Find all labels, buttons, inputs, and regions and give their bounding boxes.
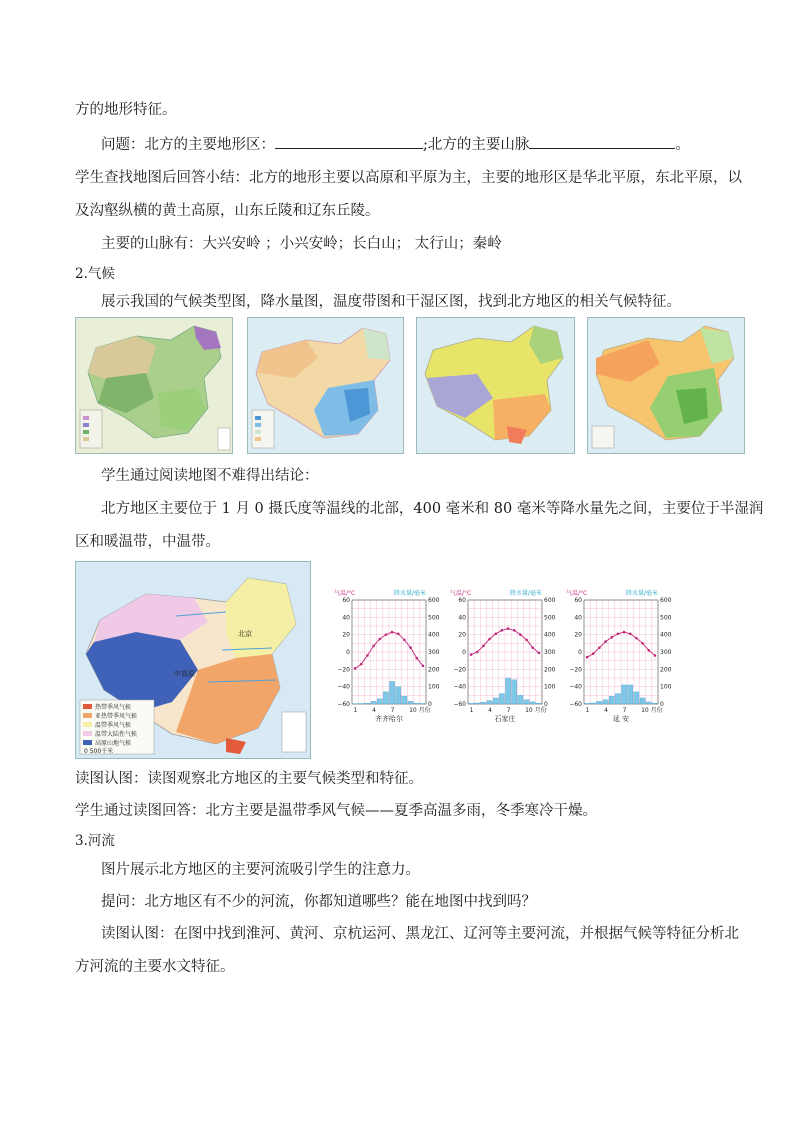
temp-point xyxy=(391,631,394,634)
city-label: 石家庄 xyxy=(494,715,516,723)
precip-bar xyxy=(512,680,517,704)
month-tick: 1 xyxy=(469,707,474,714)
temp-point xyxy=(604,640,607,643)
month-tick: 4 xyxy=(604,707,608,714)
precip-tick: 400 xyxy=(660,631,672,639)
precip-tick: 0 xyxy=(428,701,432,708)
temp-point xyxy=(397,633,400,636)
precip-tick: 600 xyxy=(428,597,440,604)
section-heading-rivers: 3.河流 xyxy=(75,833,115,849)
temp-point xyxy=(525,639,528,642)
temp-point xyxy=(654,654,657,657)
temp-tick: −20 xyxy=(337,666,350,674)
precip-axis-title: 降水量/毫米 xyxy=(626,590,659,597)
line-1: 方的地形特征。 xyxy=(75,102,177,118)
answer-blank-mountain[interactable] xyxy=(529,134,675,149)
temp-point xyxy=(501,629,504,632)
temp-point xyxy=(385,633,388,636)
temp-tick: −40 xyxy=(569,683,582,691)
temp-tick: 20 xyxy=(458,631,466,639)
precip-tick: 300 xyxy=(428,649,440,656)
precip-bar xyxy=(591,703,596,704)
precip-tick: 300 xyxy=(660,649,672,656)
plateau-label: 中高原 xyxy=(174,670,195,678)
temp-point xyxy=(488,638,491,641)
scale-label: 0 500千米 xyxy=(84,748,114,755)
precip-bar xyxy=(603,700,608,704)
temp-axis-title: 气温/°C xyxy=(450,590,472,597)
precip-tick: 600 xyxy=(660,597,672,604)
temp-point xyxy=(354,667,357,670)
precip-axis-title: 降水量/毫米 xyxy=(394,590,427,597)
temp-tick: −40 xyxy=(337,683,350,691)
month-tick: 1 xyxy=(353,707,358,714)
temp-tick: 0 xyxy=(578,649,582,656)
precip-tick: 200 xyxy=(428,666,440,674)
temp-point xyxy=(538,652,541,655)
temp-tick: 40 xyxy=(458,614,466,622)
temp-tick: 0 xyxy=(346,649,350,656)
temp-point xyxy=(641,642,644,645)
precip-bar xyxy=(414,703,419,704)
precip-bar xyxy=(530,702,535,704)
precip-bar xyxy=(481,702,486,704)
temp-point xyxy=(598,646,601,649)
temp-tick: −60 xyxy=(453,701,466,708)
temp-tick: 60 xyxy=(574,597,582,604)
temp-point xyxy=(647,649,650,652)
precip-tick: 100 xyxy=(428,683,440,691)
legend-item-1: 热带季风气候 xyxy=(95,704,132,711)
precip-tick: 200 xyxy=(544,666,556,674)
precip-tick: 600 xyxy=(544,597,556,604)
precipitation-map xyxy=(247,317,404,454)
line-8: 学生通过阅读地图不难得出结论： xyxy=(101,468,319,484)
precip-bar xyxy=(402,696,407,704)
precip-tick: 0 xyxy=(544,701,548,708)
temp-point xyxy=(415,657,418,660)
precip-bar xyxy=(487,701,492,704)
temp-point xyxy=(403,639,406,642)
temp-tick: −60 xyxy=(337,701,350,708)
line-3: 学生查找地图后回答小结：北方的地形主要以高原和平原为主，主要的地形区是华北平原，东北平原，以 xyxy=(75,170,742,186)
climate-type-map xyxy=(75,317,233,454)
line-12: 学生通过读图回答：北方主要是温带季风气候——夏季高温多雨，冬季寒冷干燥。 xyxy=(75,803,597,819)
precip-bar xyxy=(365,703,370,704)
precip-bar xyxy=(390,681,395,704)
temp-tick: −60 xyxy=(569,701,582,708)
temp-axis-title: 气温/°C xyxy=(566,590,588,597)
legend-item-2: 亚热带季风气候 xyxy=(95,713,138,720)
precip-tick: 0 xyxy=(660,701,664,708)
precip-bar xyxy=(518,695,523,704)
month-tick: 1 xyxy=(585,707,590,714)
temp-tick: −20 xyxy=(453,666,466,674)
precip-bar xyxy=(646,702,651,704)
line-9: 北方地区主要位于 1 月 0 摄氏度等温线的北部，400 毫米和 80 毫米等降水量先之间，主要位于半湿润 xyxy=(101,501,764,517)
temp-point xyxy=(586,656,589,659)
temp-point xyxy=(360,663,363,666)
line-16: 读图认图：在图中找到淮河、黄河、京杭运河、黑龙江、辽河等主要河流，并根据气候等特征分析北 xyxy=(101,926,739,942)
precip-bar xyxy=(396,687,401,704)
north-climate-map xyxy=(75,561,311,759)
climate-legend xyxy=(80,700,154,755)
precip-bar xyxy=(377,699,382,704)
precip-bar xyxy=(420,703,425,704)
temp-tick: 60 xyxy=(458,597,466,604)
temp-point xyxy=(470,653,473,656)
question-text-b: ;北方的主要山脉 xyxy=(423,137,530,153)
legend-item-3: 温带季风气候 xyxy=(95,722,132,729)
month-tick: 7 xyxy=(390,707,395,714)
temp-tick: −20 xyxy=(569,666,582,674)
precip-tick: 500 xyxy=(428,614,440,622)
precip-tick: 400 xyxy=(544,631,556,639)
precip-axis-title: 降水量/毫米 xyxy=(510,590,543,597)
temp-point xyxy=(531,646,534,649)
temp-axis-title: 气温/°C xyxy=(334,590,356,597)
line-15: 提问：北方地区有不少的河流，你都知道哪些？能在地图中找到吗？ xyxy=(101,894,536,910)
temp-tick: 0 xyxy=(462,649,466,656)
line-14: 图片展示北方地区的主要河流吸引学生的注意力。 xyxy=(101,862,420,878)
question-text-a: 问题：北方的主要地形区： xyxy=(101,137,275,153)
temp-point xyxy=(378,638,381,641)
month-tick: 4 xyxy=(488,707,492,714)
dry-wet-zone-map xyxy=(587,317,745,454)
legend-item-4: 温带大陆性气候 xyxy=(95,731,138,738)
precip-tick: 300 xyxy=(544,649,556,656)
precip-bar xyxy=(634,692,639,704)
precip-bar xyxy=(475,703,480,704)
question-line xyxy=(101,134,690,155)
temp-tick: 20 xyxy=(574,631,582,639)
precip-tick: 100 xyxy=(660,683,672,691)
precip-bar xyxy=(359,703,364,704)
precip-bar xyxy=(493,698,498,704)
precip-tick: 500 xyxy=(660,614,672,622)
temp-point xyxy=(519,633,522,636)
temp-point xyxy=(623,631,626,634)
temp-point xyxy=(482,645,485,648)
temp-point xyxy=(610,636,613,639)
precip-bar xyxy=(652,703,657,704)
precip-bar xyxy=(609,696,614,704)
precip-tick: 400 xyxy=(428,631,440,639)
line-11: 读图认图：读图观察北方地区的主要气候类型和特征。 xyxy=(75,771,423,787)
answer-blank-terrain[interactable] xyxy=(275,134,423,149)
climate-chart-qiqihar xyxy=(332,588,450,728)
city-label: 齐齐哈尔 xyxy=(375,715,403,723)
precip-bar xyxy=(371,701,376,704)
temp-point xyxy=(494,633,497,636)
precip-bar xyxy=(469,703,474,704)
climate-chart-shijiazhuang xyxy=(448,588,566,728)
month-tick: 7 xyxy=(506,707,511,714)
month-tick: 4 xyxy=(372,707,376,714)
precip-tick: 100 xyxy=(544,683,556,691)
precip-bar xyxy=(536,703,541,704)
precip-bar xyxy=(585,703,590,704)
temp-point xyxy=(366,654,369,657)
month-tick: 10 月份 xyxy=(525,707,547,714)
precip-bar xyxy=(622,685,627,704)
precip-bar xyxy=(640,698,645,704)
line-17: 方河流的主要水文特征。 xyxy=(75,959,235,975)
precip-bar xyxy=(506,678,511,704)
climate-chart-yanan xyxy=(564,588,682,728)
temp-tick: −40 xyxy=(453,683,466,691)
line-5: 主要的山脉有：大兴安岭 ；小兴安岭；长白山； 太行山；秦岭 xyxy=(101,236,502,252)
precip-bar xyxy=(383,692,388,704)
temp-point xyxy=(422,665,425,668)
line-7: 展示我国的气候类型图，降水量图，温度带图和干湿区图，找到北方地区的相关气候特征。 xyxy=(101,294,681,310)
temp-point xyxy=(507,627,510,630)
month-tick: 7 xyxy=(622,707,627,714)
precip-bar xyxy=(408,701,413,704)
precip-bar xyxy=(628,685,633,704)
temp-point xyxy=(629,633,632,636)
precip-bar xyxy=(524,700,529,704)
temp-point xyxy=(513,629,516,632)
precip-tick: 200 xyxy=(660,666,672,674)
temperature-zone-map xyxy=(416,317,575,454)
temp-point xyxy=(592,652,595,655)
legend-item-5: 高原山地气候 xyxy=(95,740,132,747)
temp-point xyxy=(372,645,375,648)
section-heading-climate: 2.气候 xyxy=(75,266,115,282)
temp-point xyxy=(409,646,412,649)
line-4: 及沟壑纵横的黄土高原，山东丘陵和辽东丘陵。 xyxy=(75,203,380,219)
temp-point xyxy=(476,651,479,654)
city-label: 延 安 xyxy=(612,715,630,723)
month-tick: 10 月份 xyxy=(409,707,431,714)
temp-tick: 20 xyxy=(342,631,350,639)
precip-tick: 500 xyxy=(544,614,556,622)
precip-bar xyxy=(499,694,504,704)
temp-point xyxy=(617,633,620,636)
beijing-label: 北京 xyxy=(238,630,252,638)
temp-tick: 40 xyxy=(342,614,350,622)
temp-tick: 40 xyxy=(574,614,582,622)
temp-tick: 60 xyxy=(342,597,350,604)
month-tick: 10 月份 xyxy=(641,707,663,714)
line-10: 区和暖温带，中温带。 xyxy=(75,534,220,550)
question-text-c: 。 xyxy=(675,137,690,153)
precip-bar xyxy=(597,701,602,704)
precip-bar xyxy=(615,694,620,704)
temp-point xyxy=(635,637,638,640)
